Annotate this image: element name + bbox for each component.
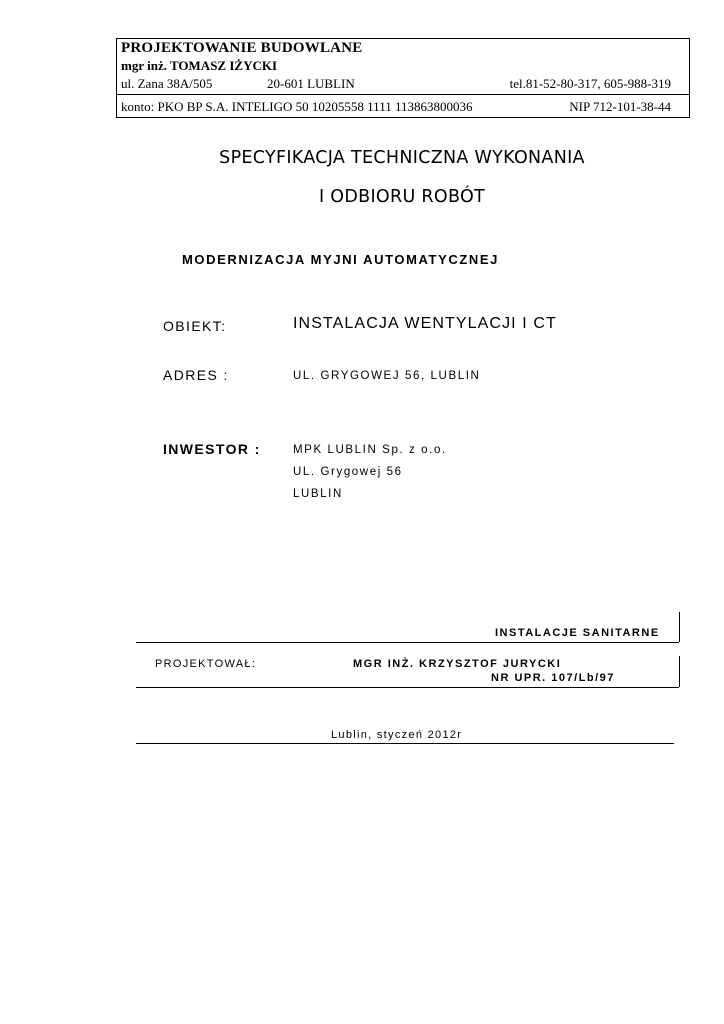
investor-line-2: UL. Grygowej 56 bbox=[293, 466, 403, 478]
section-name: INSTALACJE SANITARNE bbox=[495, 627, 660, 639]
owner-name: mgr inż. TOMASZ IŻYCKI bbox=[121, 58, 278, 73]
phone-numbers: tel.81-52-80-317, 605-988-319 bbox=[509, 76, 671, 91]
project-subtitle: MODERNIZACJA MYJNI AUTOMATYCZNEJ bbox=[182, 252, 499, 267]
object-value: INSTALACJA WENTYLACJI I CT bbox=[293, 315, 557, 332]
designer-divider bbox=[136, 687, 679, 688]
investor-line-1: MPK LUBLIN Sp. z o.o. bbox=[293, 444, 447, 456]
designer-label: PROJEKTOWAŁ: bbox=[155, 658, 257, 670]
address-value: UL. GRYGOWEJ 56, LUBLIN bbox=[293, 370, 481, 382]
license-number: NR UPR. 107/Lb/97 bbox=[491, 672, 615, 684]
letterhead-divider bbox=[117, 94, 689, 95]
letterhead-box bbox=[116, 38, 690, 118]
title-line-2: I ODBIORU ROBÓT bbox=[318, 187, 486, 207]
object-label: OBIEKT: bbox=[163, 318, 227, 334]
section-divider bbox=[136, 642, 679, 643]
designer-right-border bbox=[679, 656, 680, 687]
address-label: ADRES : bbox=[163, 367, 229, 383]
designer-name: MGR INŻ. KRZYSZTOF JURYCKI bbox=[353, 658, 562, 670]
date-divider bbox=[136, 743, 674, 744]
street-address: ul. Zana 38A/505 bbox=[121, 76, 213, 91]
section-right-border bbox=[679, 612, 680, 642]
investor-line-3: LUBLIN bbox=[293, 488, 343, 500]
title-line-1: SPECYFIKACJA TECHNICZNA WYKONANIA bbox=[219, 148, 585, 168]
investor-label: INWESTOR : bbox=[163, 441, 261, 457]
place-date: Lublin, styczeń 2012r bbox=[331, 729, 463, 741]
bank-account: konto: PKO BP S.A. INTELIGO 50 10205558 1111 113863800036 bbox=[121, 99, 473, 114]
company-name: PROJEKTOWANIE BUDOWLANE bbox=[121, 40, 363, 56]
tax-id: NIP 712-101-38-44 bbox=[569, 99, 671, 114]
city-address: 20-601 LUBLIN bbox=[267, 76, 355, 91]
